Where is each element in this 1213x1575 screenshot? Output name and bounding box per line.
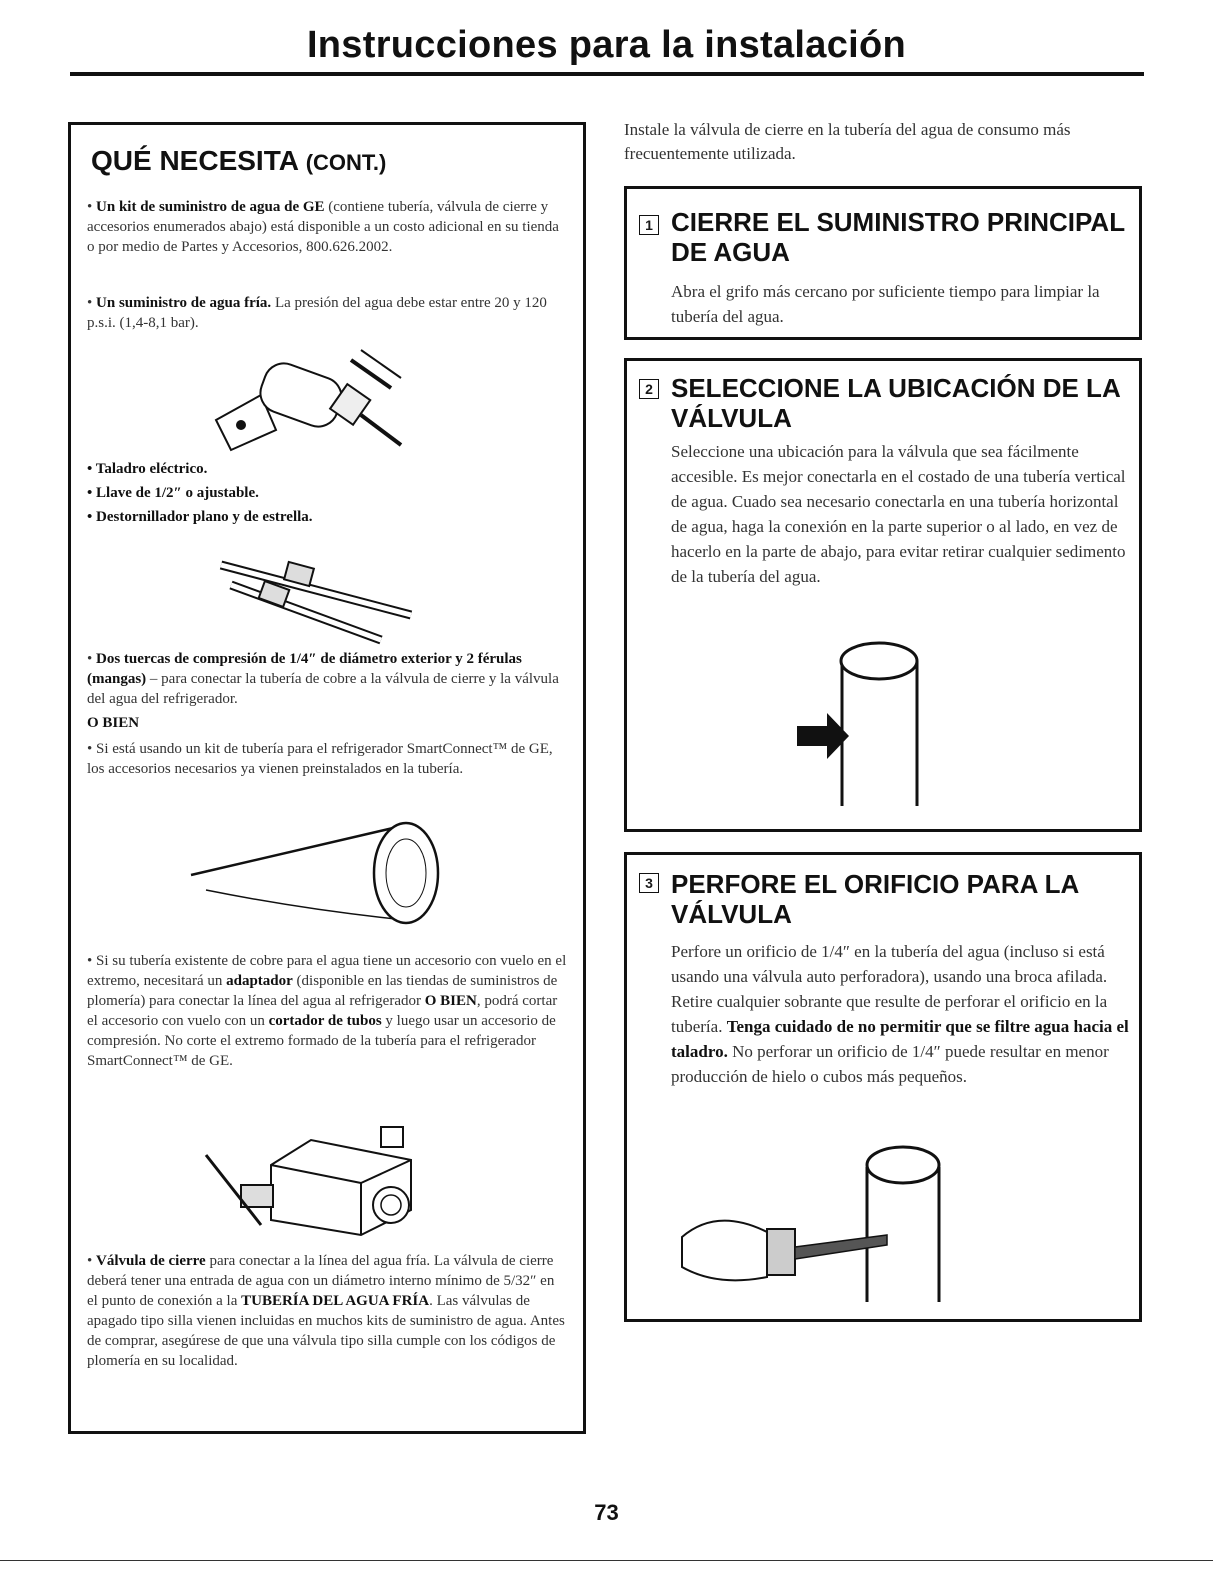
step-2-number: 2 — [639, 379, 659, 399]
page-number: 73 — [594, 1500, 619, 1525]
intro-text: Instale la válvula de cierre en la tubería del agua de consumo más frecuentemente utilizada. — [624, 120, 1071, 163]
list-item-screwdriver: • Destornillador plano y de estrella. — [87, 509, 313, 525]
cold-rest: La presión del agua debe estar entre 20 y 120 p.s.i. (1,4-8,1 bar). — [87, 295, 547, 331]
list-item-valve: • Válvula de cierre para conectar a la línea del agua fría. La válvula de cierre deberá tener una entrada de agua con un diámetro interno mínimo de 5/32″ en el punto de conexión a la TUBERÍA DEL AGUA FRÍA. Las válvulas de apagado tipo silla vienen incluidas en muchos kits de suministro de agua. Antes de comprar, asegúrese de que una válvula tipo silla cumple con los códigos de plomería en su localidad. — [87, 1253, 565, 1369]
step-1-title: CIERRE EL SUMINISTRO PRINCIPAL DE AGUA — [671, 207, 1125, 267]
shutoff-valve-illustration — [201, 1125, 431, 1245]
step-1-body: Abra el grifo más cercano por suficiente tiempo para limpiar la tubería del agua. — [671, 282, 1100, 326]
list-item-cold-water: • Un suministro de agua fría. La presión del agua debe estar entre 20 y 120 p.s.i. (1,4-8,1 bar). — [87, 295, 547, 331]
header-rule — [70, 72, 1144, 76]
footer-rule — [0, 1560, 1213, 1561]
step-3-body-c: No perforar un orificio de 1/4″ puede resultar en menor producción de hielo o cubos más pequeños. — [671, 1042, 1109, 1086]
copper-a: Si su tubería existente de cobre para el agua tiene un accesorio con vuelo en el extremo, necesitará un — [87, 953, 567, 989]
section-title-main: QUÉ NECESITA — [91, 145, 298, 176]
step-3-body-b: Tenga cuidado de no permitir que se filtre agua hacia el taladro. — [671, 1017, 1129, 1061]
step-2-title: SELECCIONE LA UBICACIÓN DE LA VÁLVULA — [671, 373, 1120, 433]
page-title: Instrucciones para la instalación — [306, 24, 907, 66]
step-3-title: PERFORE EL ORIFICIO PARA LA VÁLVULA — [671, 869, 1079, 929]
section-title-cont: (CONT.) — [305, 150, 387, 175]
step-1-box — [624, 186, 1142, 340]
copper-c: (disponible en las tiendas de suministros de plomería) para conectar la línea del agua al refrigerador — [87, 973, 558, 1009]
list-item-nuts: • Dos tuercas de compresión de 1/4″ de diámetro exterior y 2 férulas (mangas) – para conectar la tubería de cobre a la válvula de cierre y la válvula del agua del refrigerador. — [87, 651, 559, 707]
drill-illustration — [201, 340, 421, 460]
vertical-pipe-illustration — [787, 631, 937, 811]
list-item-wrench: • Llave de 1/2″ o ajustable. — [87, 485, 259, 501]
tool-wrench: Llave de 1/2″ o ajustable. — [96, 485, 259, 501]
copper-pipe-illustration — [186, 815, 456, 945]
copper-e: , podrá cortar el accesorio con vuelo con un — [87, 993, 558, 1029]
list-item-drill: • Taladro eléctrico. — [87, 461, 208, 477]
step-3-number: 3 — [639, 873, 659, 893]
kit-rest: (contiene tubería, válvula de cierre y accesorios enumerados abajo) está disponible a un costo adicional en su tienda o por medio de Partes y Accesorios, 800.626.2002. — [87, 199, 559, 255]
step-3-body-a: Perfore un orificio de 1/4″ en la tubería del agua (incluso si está usando una válvula auto perforadora), usando una broca afilada. Retire cualquier sobrante que resulte de perforar el orificio en la tubería. — [671, 942, 1108, 1036]
nuts-bold: Dos tuercas de compresión de 1/4″ de diámetro exterior y 2 férulas (mangas) — [87, 651, 522, 687]
cold-bold: Un suministro de agua fría. — [96, 295, 272, 311]
copper-b: adaptador — [226, 973, 293, 989]
step-1-number: 1 — [639, 215, 659, 235]
tool-screwdriver: Destornillador plano y de estrella. — [96, 509, 313, 525]
step-2-body: Seleccione una ubicación para la válvula que sea fácilmente accesible. Es mejor conectarla en el costado de una tubería vertical de agua. Cuado sea necesario conectarla en una tubería horizontal de agua, haga la conexión en la parte superior o al lado, en vez de hacerlo en la parte de abajo, para evitar retirar cualquier sedimento de la tubería del agua. — [671, 442, 1126, 586]
copper-g: y luego usar un accesorio de compresión. No corte el extremo formado de la tubería para el refrigerador SmartConnect™ de GE. — [87, 1013, 556, 1069]
valve-b: para conectar a la línea del agua fría. La válvula de cierre deberá tener una entrada de agua con un diámetro interno mínimo de 5/32″ en el punto de conexión a la — [87, 1253, 555, 1309]
what-you-need-box — [68, 122, 586, 1434]
step-3-box — [624, 852, 1142, 1322]
drilling-pipe-illustration — [677, 1137, 977, 1307]
list-item-smartconnect: • Si está usando un kit de tubería para el refrigerador SmartConnect™ de GE, los accesorios necesarios ya vienen preinstalados en la tubería. — [87, 741, 553, 777]
copper-d: O BIEN — [424, 993, 477, 1009]
step-3-body — [671, 939, 1131, 1089]
section-title — [91, 145, 386, 177]
valve-d: . Las válvulas de apagado tipo silla vienen incluidas en muchos kits de suministro de agua. Antes de comprar, asegúrese de que una válvula tipo silla cumple con los códigos de plomería en su localidad. — [87, 1293, 565, 1369]
copper-f: cortador de tubos — [268, 1013, 382, 1029]
tool-drill: Taladro eléctrico. — [95, 461, 208, 477]
list-item-kit: • Un kit de suministro de agua de GE (contiene tubería, válvula de cierre y accesorios enumerados abajo) está disponible a un costo adicional en su tienda o por medio de Partes y Accesorios, 800.626.2002. — [87, 199, 559, 255]
nuts-rest: – para conectar la tubería de cobre a la válvula de cierre y la válvula del agua del refrigerador. — [87, 671, 559, 707]
step-2-box — [624, 358, 1142, 832]
valve-c: TUBERÍA DEL AGUA FRÍA — [241, 1293, 430, 1309]
kit-bold: Un kit de suministro de agua de GE — [96, 199, 325, 215]
or-label: O BIEN — [87, 715, 140, 731]
smart-text: Si está usando un kit de tubería para el refrigerador SmartConnect™ de GE, los accesorios necesarios ya vienen preinstalados en la tubería. — [87, 741, 553, 777]
valve-a: Válvula de cierre — [96, 1253, 206, 1269]
tubing-illustration — [211, 545, 431, 645]
list-item-copper: • Si su tubería existente de cobre para el agua tiene un accesorio con vuelo en el extremo, necesitará un adaptador (disponible en las tiendas de suministros de plomería) para conectar la línea del agua al refrigerador O BIEN, podrá cortar el accesorio con vuelo con un cortador de tubos y luego usar un accesorio de compresión. No corte el extremo formado de la tubería para el refrigerador SmartConnect™ de GE. — [87, 953, 567, 1069]
